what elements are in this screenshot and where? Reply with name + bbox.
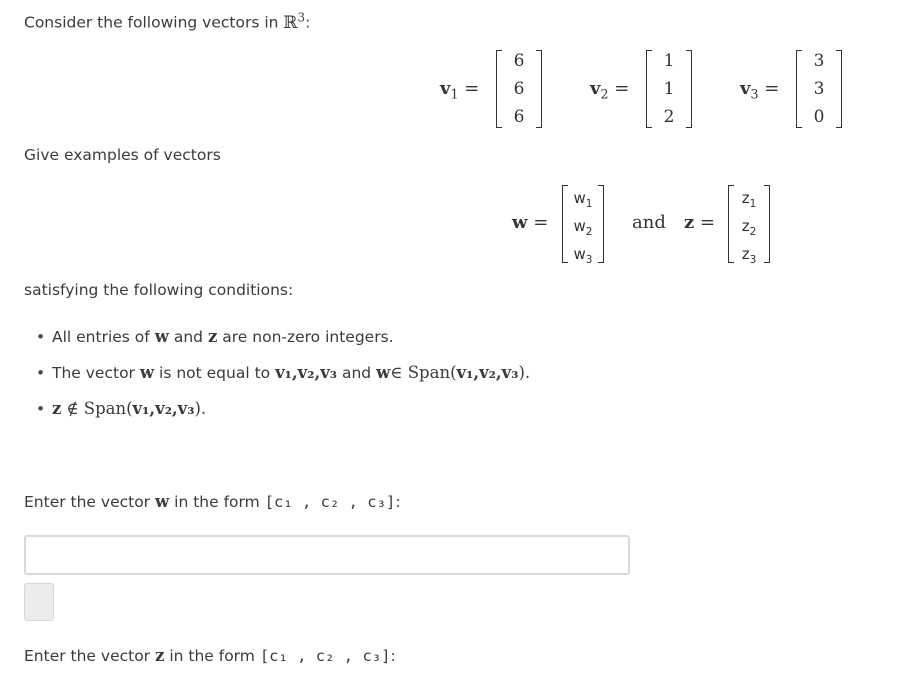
prompt-w: Enter the vector w in the form [c₁ , c₂ , c₃]: <box>24 492 401 511</box>
w-label: w = <box>512 212 549 233</box>
v1-entry: 6 <box>513 107 525 127</box>
v3-label: $v_3$ = <box>740 78 780 102</box>
intro-prefix: Consider the following vectors in <box>24 13 279 32</box>
w-entry: $w_1$ <box>573 189 593 210</box>
v2-entry: 1 <box>663 51 675 71</box>
v3-entry: 0 <box>813 107 825 127</box>
conditions-list <box>36 322 530 430</box>
prompt-z: Enter the vector z in the form [c₁ , c₂ , c₃]: <box>24 646 396 665</box>
condition-item: • All entries of w and z are non-zero integers. <box>36 322 530 358</box>
z-entry: $z_2$ <box>741 217 757 238</box>
v1-label: $v_1$ = <box>440 78 480 102</box>
w-matrix <box>562 185 604 266</box>
v2-entry: 1 <box>663 79 675 99</box>
z-matrix <box>728 185 770 266</box>
w-entry: $w_2$ <box>573 217 593 238</box>
space-symbol: ℝ$^3$ <box>283 10 306 33</box>
answer-w-button[interactable] <box>24 583 54 621</box>
satisfying-text: satisfying the following conditions: <box>24 281 294 299</box>
z-label: z = <box>684 212 716 233</box>
condition-item: • z ∉ Span(v₁,v₂,v₃). <box>36 394 530 430</box>
v2-matrix <box>646 50 692 128</box>
condition-item: • The vector w is not equal to v₁,v₂,v₃ and w∈ Span(v₁,v₂,v₃). <box>36 358 530 394</box>
and-word: and <box>632 212 666 233</box>
intro-text: Consider the following vectors in ℝ$^3$: <box>24 10 311 33</box>
answer-w-input[interactable] <box>24 535 630 575</box>
v3-matrix <box>796 50 842 128</box>
v2-label: $v_2$ = <box>590 78 630 102</box>
v1-entry: 6 <box>513 79 525 99</box>
z-entry: $z_1$ <box>741 189 757 210</box>
v1-matrix <box>496 50 542 128</box>
v3-entry: 3 <box>813 79 825 99</box>
w-entry: $w_3$ <box>573 245 593 266</box>
v2-entry: 2 <box>663 107 675 127</box>
v1-entry: 6 <box>513 51 525 71</box>
give-examples-text: Give examples of vectors <box>24 146 221 164</box>
z-entry: $z_3$ <box>741 245 757 266</box>
v3-entry: 3 <box>813 51 825 71</box>
